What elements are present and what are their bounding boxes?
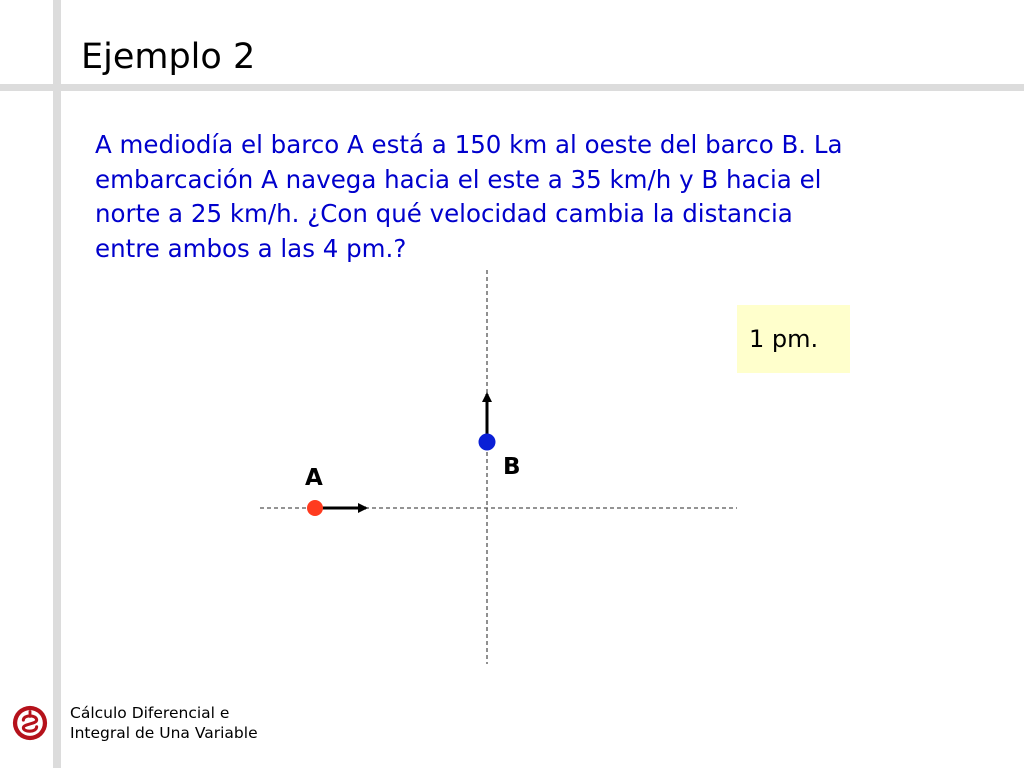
problem-statement	[95, 128, 995, 266]
left-vertical-bar	[53, 0, 61, 768]
upc-logo-icon	[11, 704, 49, 742]
problem-line-2: embarcación A navega hacia el este a 35 km/h y B hacia el	[95, 164, 822, 194]
ship-b-label: B	[503, 454, 521, 480]
footer-line-2: Integral de Una Variable	[70, 724, 258, 742]
ship-a-label: A	[305, 465, 323, 491]
time-label: 1 pm.	[749, 325, 819, 353]
footer-line-1: Cálculo Diferencial e	[70, 704, 230, 722]
slide-title: Ejemplo 2	[81, 37, 256, 77]
problem-line-1: A mediodía el barco A está a 150 km al oeste del barco B. La	[95, 130, 843, 159]
ship-b-point	[479, 434, 496, 451]
problem-line-3: norte a 25 km/h. ¿Con qué velocidad cambia la distancia	[95, 199, 793, 228]
time-label-box	[737, 305, 850, 373]
ship-a-point	[307, 500, 323, 516]
footer-course-name	[70, 703, 258, 743]
problem-line-4: entre ambos a las 4 pm.?	[95, 233, 407, 263]
title-separator-bar	[0, 84, 1024, 91]
